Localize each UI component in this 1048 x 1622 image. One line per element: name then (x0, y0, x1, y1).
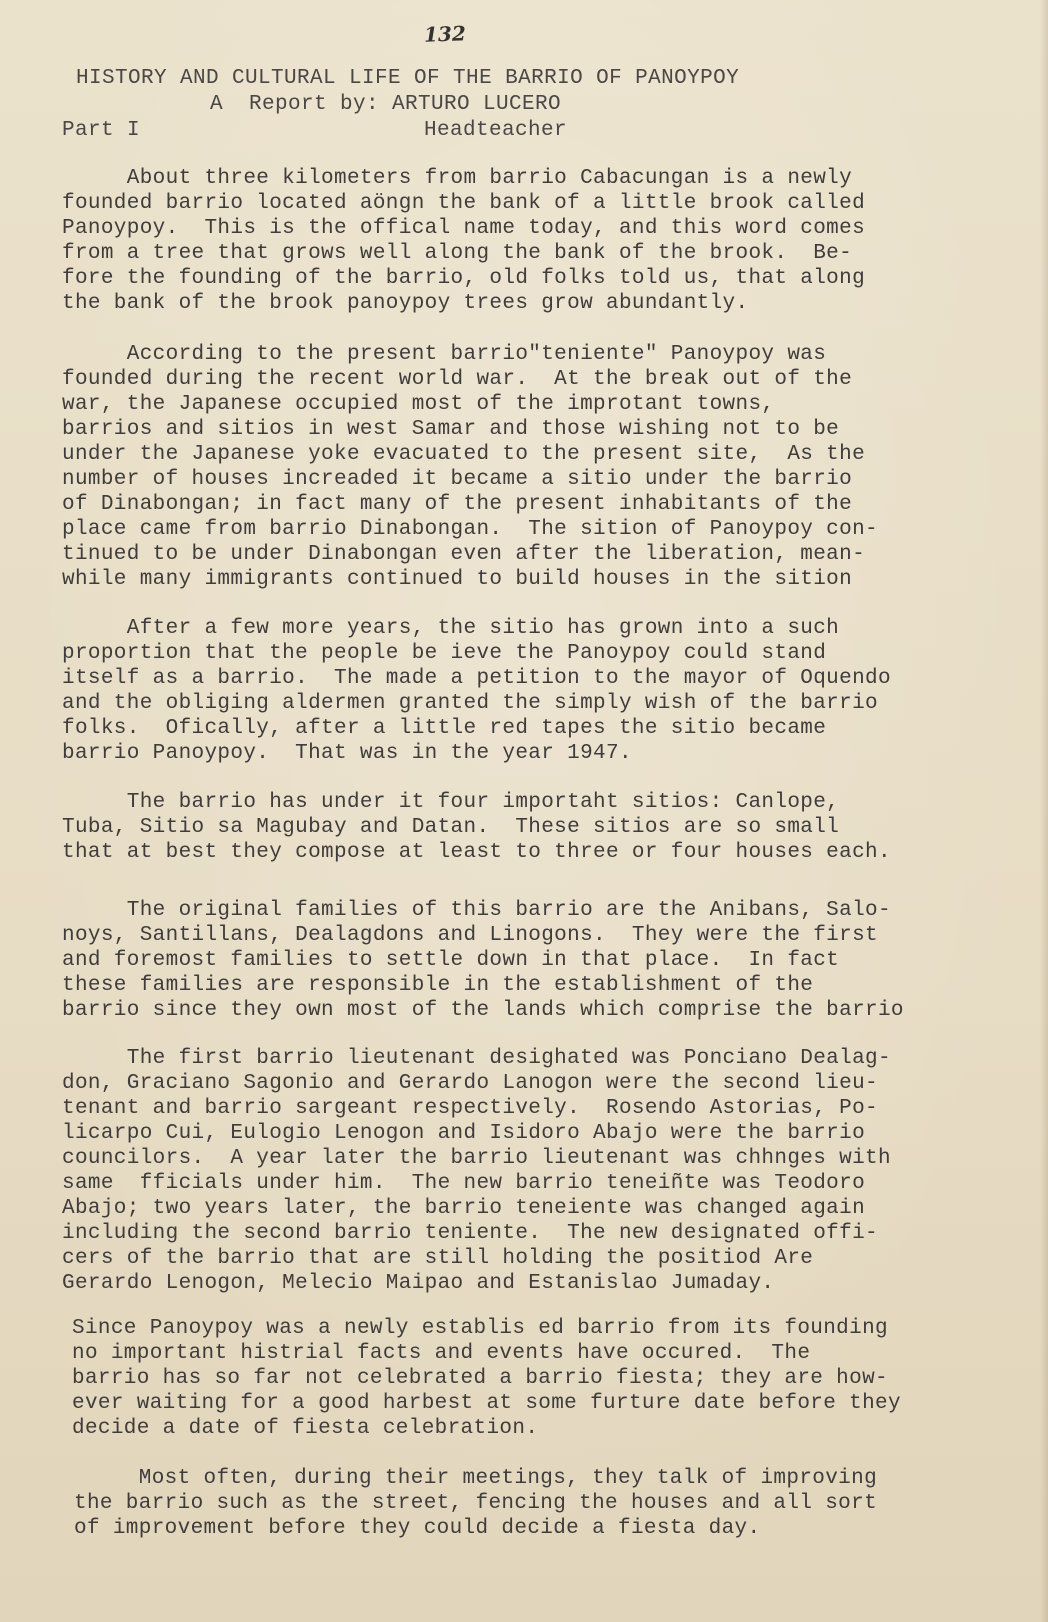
text-line: The first barrio lieutenant desighated was Ponciano Dealag- (62, 1047, 891, 1070)
page-number: 132 (423, 21, 467, 47)
text-line: that at best they compose at least to three or four houses each. (62, 841, 891, 864)
text-line: tinued to be under Dinabongan even after the liberation, mean- (62, 543, 866, 566)
author-role: Headteacher (424, 119, 568, 142)
text-line: don, Graciano Sagonio and Gerardo Lanogon were the second lieu- (62, 1072, 878, 1095)
text-line: Gerardo Lenogon, Melecio Maipao and Estanislao Jumaday. (62, 1272, 775, 1295)
text-line: barrio since they own most of the lands which comprise the barrio (62, 999, 904, 1022)
paragraph-fiesta (72, 1316, 901, 1441)
text-line: decide a date of fiesta celebration. (72, 1417, 539, 1440)
text-line: and the obliging aldermen granted the simply wish of the barrio (62, 692, 878, 715)
part-label: Part I (62, 119, 141, 142)
text-line: of improvement before they could decide a fiesta day. (74, 1517, 761, 1540)
text-line: number of houses increaded it became a sitio under the barrio (62, 468, 853, 491)
paragraph-barrio-status (62, 616, 891, 766)
text-line: The original families of this barrio are the Anibans, Salo- (62, 899, 891, 922)
text-line: proportion that the people be ieve the Panoypoy could stand (62, 642, 827, 665)
text-line: Tuba, Sitio sa Magubay and Datan. These sitios are so small (62, 816, 840, 839)
document-title: HISTORY AND CULTURAL LIFE OF THE BARRIO OF PANOYPOY (76, 67, 740, 90)
text-line: licarpo Cui, Eulogio Lenogon and Isidoro Abajo were the barrio (62, 1122, 866, 1145)
text-line: tenant and barrio sargeant respectively. Rosendo Astorias, Po- (62, 1097, 878, 1120)
paragraph-war-history (62, 342, 878, 592)
text-line: cers of the barrio that are still holding the positiod Are (62, 1247, 814, 1270)
text-line: place came from barrio Dinabongan. The sition of Panoypoy con- (62, 518, 878, 541)
text-line: noys, Santillans, Dealagdons and Linogons. They were the first (62, 924, 878, 947)
text-line: folks. Ofically, after a little red tapes the sitio became (62, 717, 827, 740)
text-line: founded during the recent world war. At the break out of the (62, 368, 853, 391)
text-line: About three kilometers from barrio Cabacungan is a newly (62, 167, 853, 190)
paragraph-sitios (62, 790, 891, 865)
report-byline: A Report by: ARTURO LUCERO (210, 93, 562, 116)
text-line: Abajo; two years later, the barrio teneiente was changed again (62, 1197, 866, 1220)
text-line: no important histrial facts and events have occured. The (72, 1342, 811, 1365)
paragraph-officials (62, 1046, 891, 1296)
text-line: war, the Japanese occupied most of the improtant towns, (62, 393, 775, 416)
text-line: barrio has so far not celebrated a barrio fiesta; they are how- (72, 1367, 888, 1390)
text-line: After a few more years, the sitio has grown into a such (62, 617, 840, 640)
text-line: fore the founding of the barrio, old folks told us, that along (62, 267, 866, 290)
text-line: of Dinabongan; in fact many of the present inhabitants of the (62, 493, 853, 516)
text-line: Since Panoypoy was a newly establis ed barrio from its founding (72, 1317, 888, 1340)
text-line: barrio Panoypoy. That was in the year 1947. (62, 742, 632, 765)
text-line: councilors. A year later the barrio lieutenant was chhnges with (62, 1147, 891, 1170)
text-line: Panoypoy. This is the offical name today, and this word comes (62, 217, 866, 240)
text-line: the barrio such as the street, fencing the houses and all sort (74, 1492, 878, 1515)
text-line: including the second barrio teniente. The new designated offi- (62, 1222, 878, 1245)
text-line: while many immigrants continued to build houses in the sition (62, 568, 853, 591)
text-line: According to the present barrio"teniente" Panoypoy was (62, 343, 827, 366)
text-line: ever waiting for a good harbest at some furture date before they (72, 1392, 901, 1415)
paragraph-founding (62, 166, 865, 316)
text-line: these families are responsible in the establishment of the (62, 974, 814, 997)
text-line: The barrio has under it four importaht sitios: Canlope, (62, 791, 840, 814)
text-line: same fficials under him. The new barrio teneiñte was Teodoro (62, 1172, 866, 1195)
text-line: barrios and sitios in west Samar and those wishing not to be (62, 418, 840, 441)
text-line: and foremost families to settle down in that place. In fact (62, 949, 840, 972)
text-line: founded barrio located aöngn the bank of a little brook called (62, 192, 866, 215)
page-edge-shadow (1040, 0, 1048, 1622)
text-line: the bank of the brook panoypoy trees grow abundantly. (62, 292, 749, 315)
text-line: under the Japanese yoke evacuated to the present site, As the (62, 443, 866, 466)
paragraph-families (62, 898, 904, 1023)
text-line: from a tree that grows well along the bank of the brook. Be- (62, 242, 853, 265)
text-line: Most often, during their meetings, they talk of improving (74, 1467, 878, 1490)
text-line: itself as a barrio. The made a petition to the mayor of Oquendo (62, 667, 891, 690)
paragraph-improvements (74, 1466, 877, 1541)
